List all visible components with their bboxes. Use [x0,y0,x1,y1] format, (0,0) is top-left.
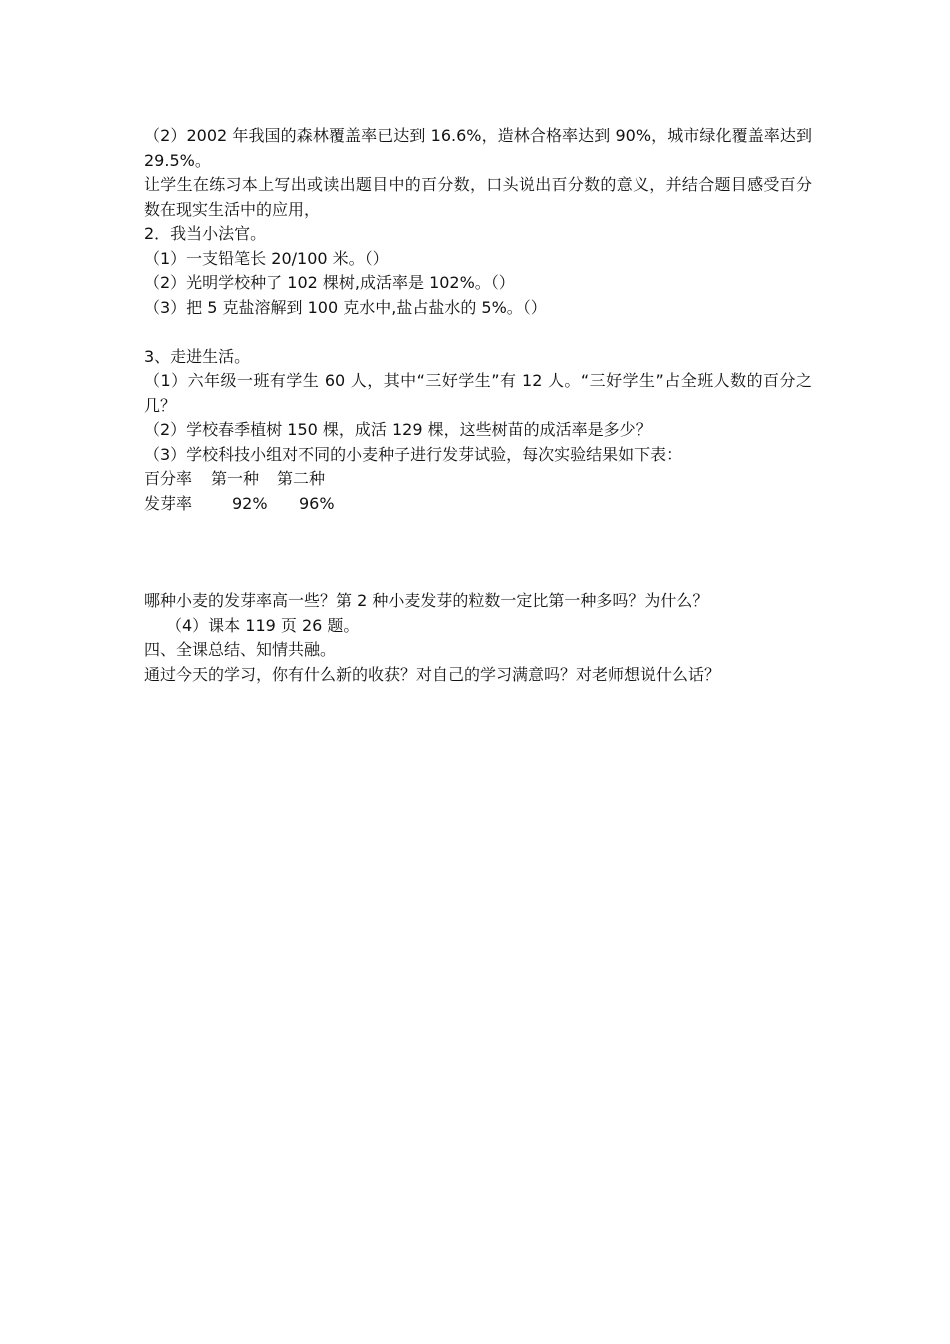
table-cell: 92% [232,493,268,513]
section-heading-summary: 四、全课总结、知情共融。 [144,640,337,659]
section-heading-judge: 2．我当小法官。 [144,224,267,243]
section-heading-life: 3、走进生活。 [144,346,251,366]
table-header-cell: 百分率 [144,469,193,488]
paragraph-instructions: 让学生在练习本上写出或读出题目中的百分数，口头说出百分数的意义，并结合题目感受百分数在现实生活中的应用， [144,175,812,219]
judge-question-1: （1）一支铅笔长 20/100 米。（） [144,248,389,268]
paragraph-forest-stats: （2）2002 年我国的森林覆盖率已达到 16.6%，造林合格率达到 90%，城市绿化覆盖率达到 29.5%。 [144,126,812,170]
life-question-3-followup: 哪种小麦的发芽率高一些？第 2 种小麦发芽的粒数一定比第一种多吗？为什么？ [144,591,709,610]
summary-paragraph: 通过今天的学习，你有什么新的收获？对自己的学习满意吗？对老师想说什么话？ [144,664,721,684]
spacer [144,320,812,345]
judge-question-2: （2）光明学校种了 102 棵树,成活率是 102%。（） [144,273,515,292]
spacer [144,516,812,589]
table-header-cell: 第一种 [211,469,260,488]
document-body [144,124,812,687]
life-question-4: （4）课本 119 页 26 题。 [166,615,360,635]
table-cell: 发芽率 [144,493,193,513]
life-question-1: （1）六年级一班有学生 60 人，其中“三好学生”有 12 人。“三好学生”占全班人数的百分之几？ [144,371,812,415]
table-header-cell: 第二种 [277,469,326,488]
life-question-3: （3）学校科技小组对不同的小麦种子进行发芽试验，每次实验结果如下表： [144,444,683,464]
table-cell: 96% [299,493,335,513]
life-question-2: （2）学校春季植树 150 棵，成活 129 棵，这些树苗的成活率是多少？ [144,420,652,439]
germination-table-row [144,492,812,517]
germination-table-header [144,467,812,492]
judge-question-3: （3）把 5 克盐溶解到 100 克水中,盐占盐水的 5%。（） [144,297,547,317]
